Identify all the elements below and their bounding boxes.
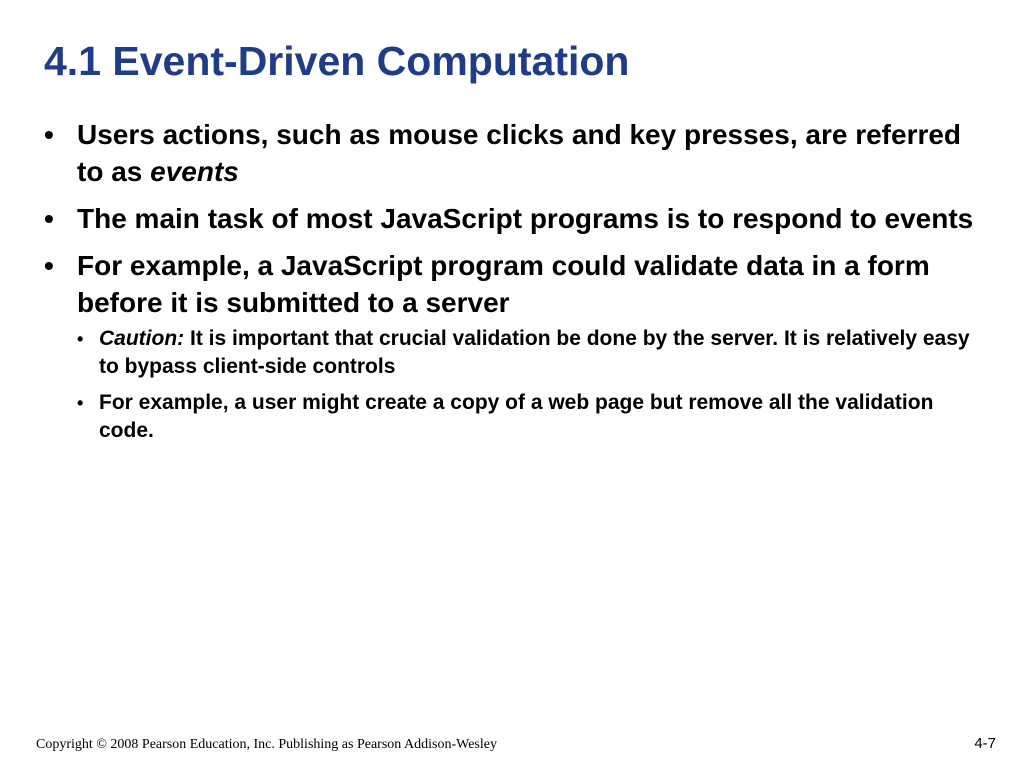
sub-bullet-emphasis: Caution: <box>99 327 185 350</box>
sub-bullet-text: It is important that crucial validation be done by the server. It is relatively easy to bypass client-side controls <box>99 327 970 378</box>
sub-bullet-text: For example, a user might create a copy of a web page but remove all the validation code. <box>99 391 934 442</box>
sub-bullet-dot-icon: • <box>77 393 84 413</box>
sub-bullet-dot-icon: • <box>77 329 84 349</box>
sub-bullet-item <box>77 389 984 445</box>
bullet-text: The main task of most JavaScript programs is to respond to events <box>77 203 974 234</box>
bullet-text: For example, a JavaScript program could validate data in a form before it is submitted to a server <box>77 250 930 318</box>
bullet-emphasis: events <box>150 156 239 187</box>
slide-title: 4.1 Event-Driven Computation <box>44 38 630 84</box>
sub-bullet-item <box>77 325 984 381</box>
bullet-list <box>44 116 984 455</box>
footer-copyright: Copyright © 2008 Pearson Education, Inc. Publishing as Pearson Addison-Wesley <box>36 737 497 752</box>
bullet-item <box>44 247 984 445</box>
bullet-text: Users actions, such as mouse clicks and key presses, are referred to as <box>77 119 962 187</box>
bullet-dot-icon: • <box>44 203 54 234</box>
page-number: 4-7 <box>974 735 996 752</box>
sub-bullet-list <box>77 325 984 445</box>
bullet-dot-icon: • <box>44 119 54 150</box>
bullet-item <box>44 116 984 190</box>
bullet-dot-icon: • <box>44 250 54 281</box>
bullet-item <box>44 200 984 237</box>
